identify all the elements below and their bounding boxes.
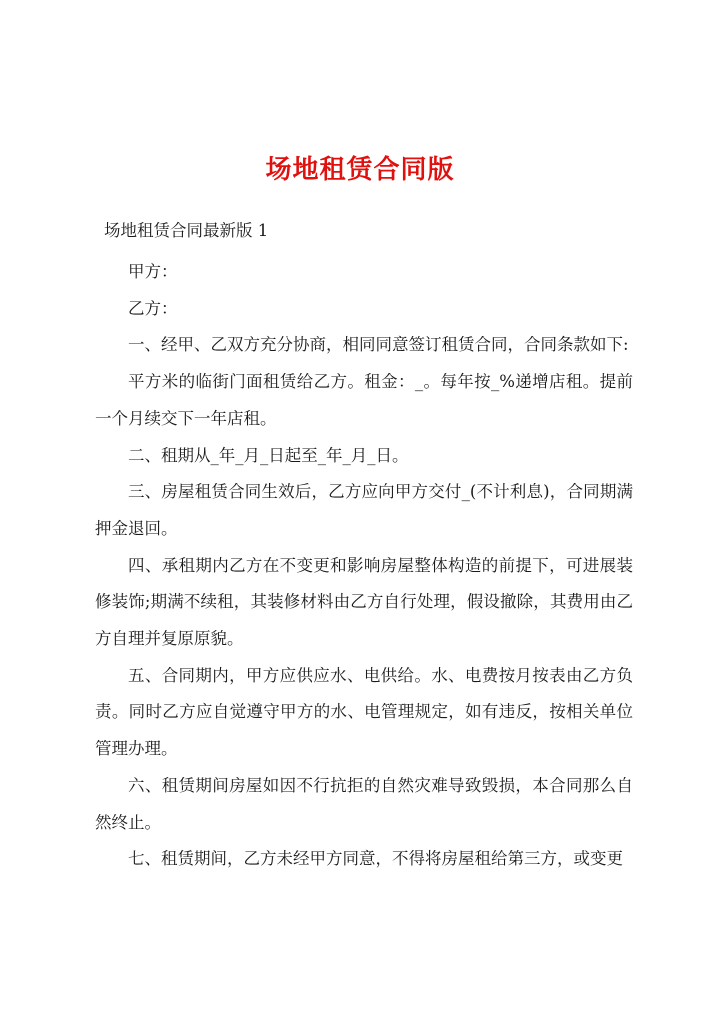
paragraph-clause-2: 二、租期从_年_月_日起至_年_月_日。 <box>128 445 409 465</box>
paragraph-party-b: 乙方： <box>128 298 178 318</box>
paragraph-clause-5: 五、合同期内，甲方应供应水、电供给。水、电费按月按表由乙方负责。同时乙方应自觉遵守甲方的水、电管理规定，如有违反，按相关单位管理办理。 <box>95 665 633 759</box>
paragraph-clause-7: 七、租赁期间，乙方未经甲方同意，不得将房屋租给第三方，或变更 <box>128 849 623 869</box>
paragraph-clause-4: 四、承租期内乙方在不变更和影响房屋整体构造的前提下，可进展装修装饰;期满不续租，其装修材料由乙方自行处理，假设撤除，其费用由乙方自理并复原原貌。 <box>95 555 633 649</box>
document-body <box>95 254 633 878</box>
paragraph-clause-3: 三、房屋租赁合同生效后，乙方应向甲方交付_(不计利息)，合同期满押金退回。 <box>95 482 633 538</box>
paragraph-rent-terms: 平方米的临街门面租赁给乙方。租金：_。每年按_%递增店租。提前一个月续交下一年店租。 <box>95 372 633 428</box>
paragraph-party-a: 甲方： <box>128 262 178 281</box>
document-title: 场地租赁合同版 <box>265 155 455 185</box>
paragraph-clause-1: 一、经甲、乙双方充分协商，相同同意签订租赁合同，合同条款如下: <box>128 335 629 355</box>
document-subtitle: 场地租赁合同最新版 1 <box>104 221 269 240</box>
paragraph-clause-6: 六、租赁期间房屋如因不行抗拒的自然灾难导致毁损，本合同那么自然终止。 <box>95 775 633 832</box>
